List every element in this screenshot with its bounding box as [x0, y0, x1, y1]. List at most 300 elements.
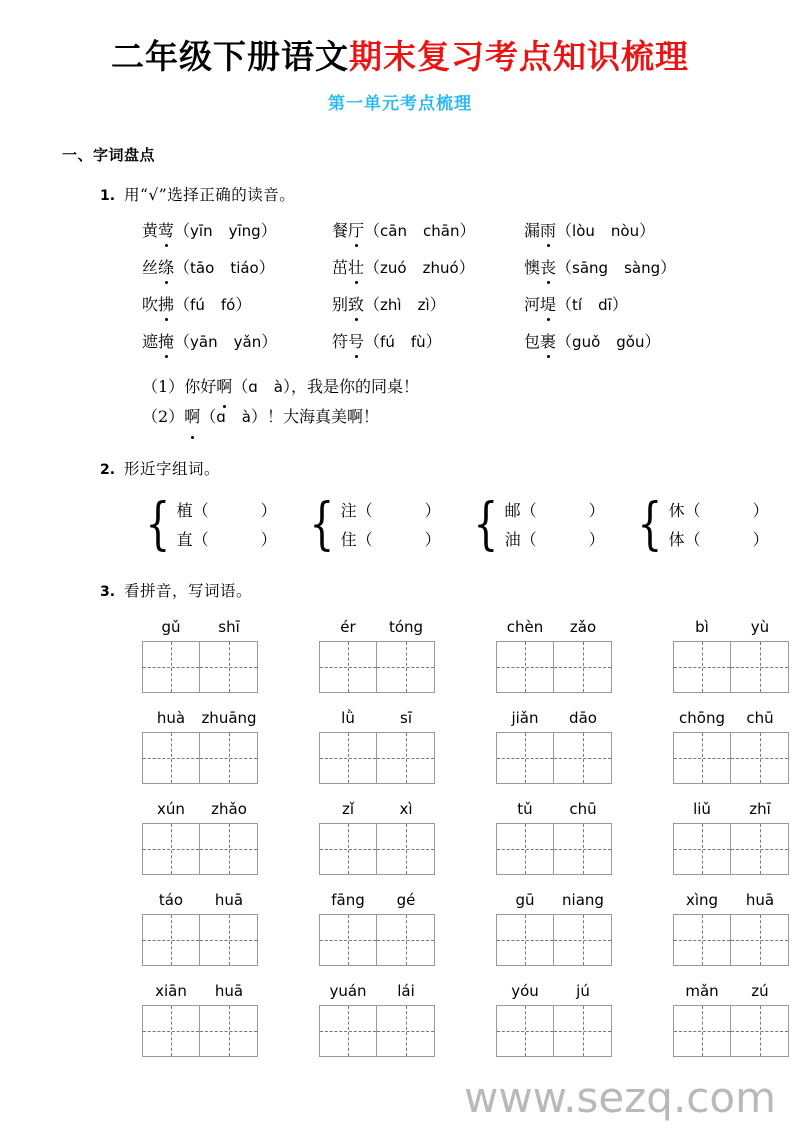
- tianzige-cell[interactable]: [142, 1005, 200, 1057]
- tianzige-group[interactable]: [142, 800, 258, 875]
- pinyin-option-1[interactable]: fú: [190, 296, 205, 315]
- word-dotted: 裹: [540, 329, 556, 352]
- tianzige-cell[interactable]: [496, 823, 554, 875]
- tianzige-boxes[interactable]: [673, 1005, 789, 1057]
- page-title-black: 二年级下册语文: [111, 37, 349, 76]
- choice-cell[interactable]: [524, 292, 704, 329]
- pinyin-syllable-2: gé: [396, 890, 416, 909]
- tianzige-group[interactable]: [496, 709, 612, 784]
- paren-close: ）: [752, 530, 769, 550]
- paren-open: （: [356, 500, 373, 520]
- tianzige-boxes[interactable]: [142, 1005, 258, 1057]
- tianzige-boxes[interactable]: [496, 823, 612, 875]
- paren-close: ）: [639, 221, 656, 241]
- pinyin-syllable-1: xiān: [155, 981, 187, 1000]
- word-dotted: 掩: [158, 329, 174, 352]
- pinyin-syllable-1: mǎn: [685, 981, 719, 1000]
- pinyin-option-1[interactable]: tí: [572, 296, 583, 315]
- brace-group: [468, 491, 616, 557]
- left-brace-icon: {: [637, 491, 663, 557]
- pinyin-option-2[interactable]: dī: [598, 296, 612, 315]
- pinyin-prompt: [496, 800, 612, 818]
- watermark: www.sezq.com: [463, 1073, 776, 1122]
- word-dotted: 绦: [158, 255, 174, 278]
- grid-row: [142, 982, 800, 1057]
- choice-cell[interactable]: [142, 292, 332, 329]
- pinyin-syllable-2: zhuāng: [201, 708, 257, 727]
- tianzige-group[interactable]: [319, 800, 435, 875]
- pinyin-syllable-2: zhī: [749, 799, 771, 818]
- left-brace-icon: {: [473, 491, 499, 557]
- tianzige-cell[interactable]: [377, 823, 435, 875]
- tianzige-boxes[interactable]: [673, 641, 789, 693]
- tianzige-cell[interactable]: [731, 641, 789, 693]
- sentence-dotted-char: 啊: [216, 372, 232, 402]
- word-plain: 餐: [332, 221, 349, 241]
- tianzige-boxes[interactable]: [496, 914, 612, 966]
- left-brace-icon: {: [145, 491, 171, 557]
- pinyin-option-2[interactable]: fù: [410, 333, 426, 352]
- char: 植: [176, 500, 193, 520]
- tianzige-group[interactable]: [673, 709, 789, 784]
- task-1-number: 1.: [100, 188, 116, 205]
- page-title: [0, 0, 800, 77]
- tianzige-cell[interactable]: [142, 823, 200, 875]
- brace-cells: [177, 496, 277, 555]
- pinyin-option-1[interactable]: guǒ: [572, 333, 601, 352]
- paren-close: ）: [459, 221, 476, 241]
- paren-open: （: [556, 332, 573, 352]
- pinyin-syllable-2: chū: [746, 708, 774, 727]
- tianzige-cell[interactable]: [319, 641, 377, 693]
- pinyin-option-2[interactable]: yǎn: [233, 333, 262, 352]
- char: 邮: [504, 500, 521, 520]
- tianzige-group[interactable]: [496, 800, 612, 875]
- choice-cell[interactable]: [142, 329, 332, 366]
- paren-close: ）: [235, 295, 252, 315]
- tianzige-cell[interactable]: [377, 732, 435, 784]
- left-brace-icon: {: [309, 491, 335, 557]
- pinyin-prompt: [319, 709, 435, 727]
- pinyin-option-2[interactable]: gǒu: [616, 333, 645, 352]
- word-dotted: 莺: [158, 218, 174, 241]
- paren-close: ）: [429, 295, 446, 315]
- paren-close: ）: [260, 221, 277, 241]
- paren-open: （: [364, 332, 381, 352]
- paren-open: （: [232, 377, 249, 397]
- pinyin-prompt: [142, 891, 258, 909]
- tianzige-boxes[interactable]: [496, 641, 612, 693]
- tianzige-cell[interactable]: [377, 1005, 435, 1057]
- tianzige-boxes[interactable]: [319, 823, 435, 875]
- sentence-dotted-char: 啊: [184, 402, 200, 432]
- grid-row: [142, 891, 800, 966]
- word-plain: 别: [332, 295, 349, 315]
- list-item[interactable]: [142, 372, 800, 402]
- pinyin-syllable-2: jú: [576, 981, 590, 1000]
- pinyin-prompt: [319, 982, 435, 1000]
- tianzige-cell[interactable]: [377, 914, 435, 966]
- section-heading: 一、字词盘点: [62, 146, 156, 165]
- pinyin-prompt: [496, 982, 612, 1000]
- sentence-label: （1）: [142, 377, 185, 397]
- tianzige-boxes[interactable]: [142, 732, 258, 784]
- grid-row: [142, 800, 800, 875]
- pinyin-prompt: [142, 618, 258, 636]
- paren-close: ）: [250, 407, 267, 427]
- tianzige-cell[interactable]: [142, 914, 200, 966]
- tianzige-cell[interactable]: [200, 823, 258, 875]
- brace-cell-bottom[interactable]: [177, 525, 277, 555]
- table-row: [142, 329, 704, 366]
- choice-cell[interactable]: [332, 292, 524, 329]
- brace-group: [140, 491, 288, 557]
- tianzige-cell[interactable]: [673, 1005, 731, 1057]
- tianzige-group[interactable]: [673, 982, 789, 1057]
- pinyin-option-1[interactable]: ɑ: [248, 378, 258, 397]
- brace-group: [304, 491, 452, 557]
- paren-open: （: [556, 295, 573, 315]
- pinyin-prompt: [496, 709, 612, 727]
- pinyin-syllable-1: gǔ: [161, 617, 181, 636]
- choice-cell[interactable]: [332, 218, 524, 255]
- brace-cell-top[interactable]: [505, 496, 605, 526]
- choice-cell[interactable]: [524, 218, 704, 255]
- sentence-after: ，我是你的同桌！: [290, 377, 419, 397]
- sentence-label: （2）: [142, 407, 185, 427]
- tianzige-cell[interactable]: [673, 823, 731, 875]
- char: 住: [340, 530, 357, 550]
- char: 注: [340, 500, 357, 520]
- tianzige-boxes[interactable]: [673, 823, 789, 875]
- tianzige-cell[interactable]: [319, 1005, 377, 1057]
- table-row: [142, 255, 704, 292]
- tianzige-cell[interactable]: [731, 732, 789, 784]
- pinyin-option-1[interactable]: zuó: [380, 259, 407, 278]
- pinyin-option-1[interactable]: zhì: [380, 296, 402, 315]
- tianzige-cell[interactable]: [554, 914, 612, 966]
- task-2: [100, 457, 800, 482]
- tianzige-boxes[interactable]: [142, 914, 258, 966]
- choice-cell[interactable]: [332, 329, 524, 366]
- pinyin-option-2[interactable]: fó: [220, 296, 236, 315]
- char: 休: [668, 500, 685, 520]
- pinyin-prompt: [496, 618, 612, 636]
- pinyin-option-1[interactable]: lòu: [572, 222, 595, 241]
- task-2-number: 2.: [100, 461, 116, 478]
- pinyin-option-2[interactable]: nòu: [610, 222, 640, 241]
- tianzige-cell[interactable]: [319, 732, 377, 784]
- choice-cell[interactable]: [142, 218, 332, 255]
- tianzige-cell[interactable]: [142, 641, 200, 693]
- paren-open: （: [556, 258, 573, 278]
- word-dotted: 雨: [540, 218, 556, 241]
- tianzige-boxes[interactable]: [319, 732, 435, 784]
- brace-group: [632, 491, 780, 557]
- tianzige-group[interactable]: [673, 800, 789, 875]
- word-dotted: 号: [348, 329, 364, 352]
- paren-open: （: [520, 500, 537, 520]
- paren-open: （: [684, 530, 701, 550]
- paren-close: ）: [424, 500, 441, 520]
- pinyin-writing-block: [0, 618, 800, 1057]
- word-dotted: 丧: [540, 255, 556, 278]
- pinyin-option-1[interactable]: yīn: [190, 222, 213, 241]
- tianzige-cell[interactable]: [142, 732, 200, 784]
- tianzige-boxes[interactable]: [319, 641, 435, 693]
- pinyin-syllable-1: tǔ: [517, 799, 533, 818]
- tianzige-group[interactable]: [496, 982, 612, 1057]
- pinyin-option-1[interactable]: tāo: [190, 259, 215, 278]
- paren-open: （: [174, 295, 191, 315]
- paren-close: ）: [260, 500, 277, 520]
- word-plain: 茁: [332, 258, 349, 278]
- paren-open: （: [174, 332, 191, 352]
- tianzige-group[interactable]: [319, 709, 435, 784]
- tianzige-cell[interactable]: [554, 823, 612, 875]
- paren-open: （: [174, 258, 191, 278]
- pinyin-syllable-1: xún: [157, 799, 185, 818]
- pinyin-syllable-2: dāo: [569, 708, 597, 727]
- choice-cell[interactable]: [142, 255, 332, 292]
- paren-open: （: [356, 530, 373, 550]
- word-plain: 符: [332, 332, 349, 352]
- tianzige-cell[interactable]: [554, 1005, 612, 1057]
- char: 直: [176, 530, 193, 550]
- tianzige-group[interactable]: [319, 618, 435, 693]
- brace-cell-bottom[interactable]: [505, 525, 605, 555]
- word-plain: 懊: [524, 258, 541, 278]
- pinyin-prompt: [319, 891, 435, 909]
- brace-cells: [669, 496, 769, 555]
- tianzige-cell[interactable]: [673, 641, 731, 693]
- tianzige-boxes[interactable]: [319, 1005, 435, 1057]
- brace-cell-top[interactable]: [341, 496, 441, 526]
- pinyin-syllable-2: shī: [218, 617, 240, 636]
- pinyin-option-2[interactable]: tiáo: [230, 259, 259, 278]
- tianzige-group[interactable]: [142, 891, 258, 966]
- pinyin-option-1[interactable]: fú: [380, 333, 395, 352]
- paren-close: ）: [660, 258, 677, 278]
- paren-open: （: [364, 221, 381, 241]
- paren-open: （: [192, 500, 209, 520]
- brace-cell-bottom[interactable]: [341, 525, 441, 555]
- sentence-before: 你好: [184, 377, 217, 397]
- word-plain: 丝: [142, 258, 159, 278]
- pinyin-option-1[interactable]: cān: [380, 222, 407, 241]
- pinyin-syllable-1: chōng: [679, 708, 725, 727]
- page-title-red: 期末复习考点知识梳理: [349, 37, 689, 76]
- word-dotted: 拂: [158, 292, 174, 315]
- pinyin-syllable-1: gū: [515, 890, 535, 909]
- grid-row: [142, 618, 800, 693]
- pinyin-option-2[interactable]: chān: [423, 222, 460, 241]
- brace-cell-top[interactable]: [669, 496, 769, 526]
- list-item[interactable]: [142, 402, 800, 432]
- pinyin-syllable-1: ér: [340, 617, 356, 636]
- paren-close: ）: [644, 332, 661, 352]
- word-dotted: 厅: [348, 218, 364, 241]
- pinyin-option-2[interactable]: sàng: [624, 259, 661, 278]
- pinyin-prompt: [496, 891, 612, 909]
- tianzige-cell[interactable]: [200, 914, 258, 966]
- tianzige-cell[interactable]: [200, 1005, 258, 1057]
- pinyin-option-2[interactable]: zì: [417, 296, 430, 315]
- choice-cell[interactable]: [332, 255, 524, 292]
- pinyin-syllable-2: zhǎo: [211, 799, 247, 818]
- tianzige-cell[interactable]: [554, 732, 612, 784]
- page-subtitle: 第一单元考点梳理: [328, 94, 472, 115]
- pinyin-prompt: [673, 618, 789, 636]
- pinyin-prompt: [673, 982, 789, 1000]
- tianzige-cell[interactable]: [200, 641, 258, 693]
- tianzige-cell[interactable]: [731, 1005, 789, 1057]
- pinyin-syllable-1: táo: [158, 890, 184, 909]
- tianzige-boxes[interactable]: [673, 732, 789, 784]
- tianzige-cell[interactable]: [496, 914, 554, 966]
- tianzige-cell[interactable]: [496, 1005, 554, 1057]
- pinyin-prompt: [673, 891, 789, 909]
- tianzige-boxes[interactable]: [496, 1005, 612, 1057]
- pinyin-syllable-2: zǎo: [569, 617, 597, 636]
- word-plain: 漏: [524, 221, 541, 241]
- paren-open: （: [520, 530, 537, 550]
- paren-close: ）: [752, 500, 769, 520]
- choice-cell[interactable]: [524, 329, 704, 366]
- paren-open: （: [200, 407, 217, 427]
- tianzige-boxes[interactable]: [319, 914, 435, 966]
- word-dotted: 堤: [540, 292, 556, 315]
- task-1: [100, 183, 800, 208]
- pinyin-syllable-2: huā: [214, 981, 244, 1000]
- pinyin-syllable-1: xìng: [685, 890, 719, 909]
- paren-close: ）: [588, 500, 605, 520]
- pinyin-choice-table: [142, 218, 704, 366]
- word-plain: 包: [524, 332, 541, 352]
- tianzige-group[interactable]: [142, 709, 258, 784]
- form-similar-row: [140, 491, 800, 557]
- paren-open: （: [364, 295, 381, 315]
- tianzige-cell[interactable]: [496, 641, 554, 693]
- pinyin-prompt: [319, 618, 435, 636]
- pinyin-option-1[interactable]: ɑ: [216, 408, 226, 427]
- word-dotted: 壮: [348, 255, 364, 278]
- pinyin-syllable-1: chèn: [506, 617, 544, 636]
- tianzige-cell[interactable]: [731, 823, 789, 875]
- word-plain: 吹: [142, 295, 159, 315]
- tianzige-cell[interactable]: [731, 914, 789, 966]
- tianzige-group[interactable]: [673, 891, 789, 966]
- tianzige-group[interactable]: [319, 982, 435, 1057]
- pinyin-syllable-1: bì: [695, 617, 709, 636]
- paren-open: （: [192, 530, 209, 550]
- pinyin-option-2[interactable]: zhuó: [422, 259, 459, 278]
- pinyin-syllable-2: niang: [562, 890, 604, 909]
- brace-cells: [341, 496, 441, 555]
- tianzige-cell[interactable]: [319, 914, 377, 966]
- pinyin-prompt: [142, 709, 258, 727]
- word-plain: 河: [524, 295, 541, 315]
- tianzige-boxes[interactable]: [142, 823, 258, 875]
- brace-cell-top[interactable]: [177, 496, 277, 526]
- pinyin-prompt: [319, 800, 435, 818]
- tianzige-group[interactable]: [142, 618, 258, 693]
- pinyin-syllable-1: huà: [156, 708, 186, 727]
- tianzige-cell[interactable]: [673, 732, 731, 784]
- sentence-after: ！大海真美啊！: [266, 407, 379, 427]
- tianzige-group[interactable]: [142, 982, 258, 1057]
- pinyin-syllable-1: jiǎn: [511, 708, 539, 727]
- pinyin-syllable-2: chū: [569, 799, 597, 818]
- paren-close: ）: [282, 377, 291, 397]
- word-plain: 遮: [142, 332, 159, 352]
- pinyin-syllable-1: zǐ: [341, 799, 355, 818]
- tianzige-cell[interactable]: [554, 641, 612, 693]
- pinyin-syllable-2: huā: [745, 890, 775, 909]
- pinyin-option-2[interactable]: à: [241, 408, 251, 427]
- paren-open: （: [174, 221, 191, 241]
- choice-cell[interactable]: [524, 255, 704, 292]
- tianzige-boxes[interactable]: [673, 914, 789, 966]
- task-3-text: 看拼音，写词语。: [124, 581, 253, 600]
- paren-close: ）: [458, 258, 475, 278]
- table-row: [142, 292, 704, 329]
- paren-close: ）: [258, 258, 275, 278]
- tianzige-cell[interactable]: [377, 641, 435, 693]
- task-1-text: 用“√”选择正确的读音。: [124, 186, 296, 205]
- paren-close: ）: [611, 295, 628, 315]
- task-3: [100, 579, 800, 604]
- pinyin-syllable-1: liǔ: [693, 799, 711, 818]
- paren-open: （: [556, 221, 573, 241]
- char: 体: [668, 530, 685, 550]
- pinyin-syllable-1: fāng: [331, 890, 365, 909]
- pinyin-syllable-1: yóu: [511, 981, 539, 1000]
- tianzige-cell[interactable]: [496, 732, 554, 784]
- tianzige-group[interactable]: [673, 618, 789, 693]
- paren-close: ）: [425, 332, 442, 352]
- word-plain: 黄: [142, 221, 159, 241]
- tianzige-boxes[interactable]: [496, 732, 612, 784]
- pinyin-syllable-2: xì: [399, 799, 413, 818]
- pinyin-syllable-2: huā: [214, 890, 244, 909]
- grid-row: [142, 709, 800, 784]
- task-2-text: 形近字组词。: [124, 459, 221, 478]
- pinyin-syllable-1: yuán: [329, 981, 367, 1000]
- brace-cells: [505, 496, 605, 555]
- tianzige-group[interactable]: [496, 618, 612, 693]
- tianzige-group[interactable]: [496, 891, 612, 966]
- paren-close: ）: [260, 530, 277, 550]
- sentence-list: [142, 372, 800, 433]
- pinyin-prompt: [673, 709, 789, 727]
- brace-cell-bottom[interactable]: [669, 525, 769, 555]
- paren-open: （: [364, 258, 381, 278]
- pinyin-syllable-2: tóng: [388, 617, 424, 636]
- pinyin-option-1[interactable]: sāng: [572, 259, 609, 278]
- tianzige-group[interactable]: [319, 891, 435, 966]
- pinyin-option-2[interactable]: à: [273, 378, 283, 397]
- paren-open: （: [684, 500, 701, 520]
- pinyin-syllable-2: yù: [750, 617, 770, 636]
- task-3-number: 3.: [100, 583, 116, 600]
- tianzige-cell[interactable]: [319, 823, 377, 875]
- pinyin-option-1[interactable]: yān: [190, 333, 218, 352]
- tianzige-boxes[interactable]: [142, 641, 258, 693]
- pinyin-option-2[interactable]: yīng: [228, 222, 261, 241]
- tianzige-cell[interactable]: [200, 732, 258, 784]
- tianzige-cell[interactable]: [673, 914, 731, 966]
